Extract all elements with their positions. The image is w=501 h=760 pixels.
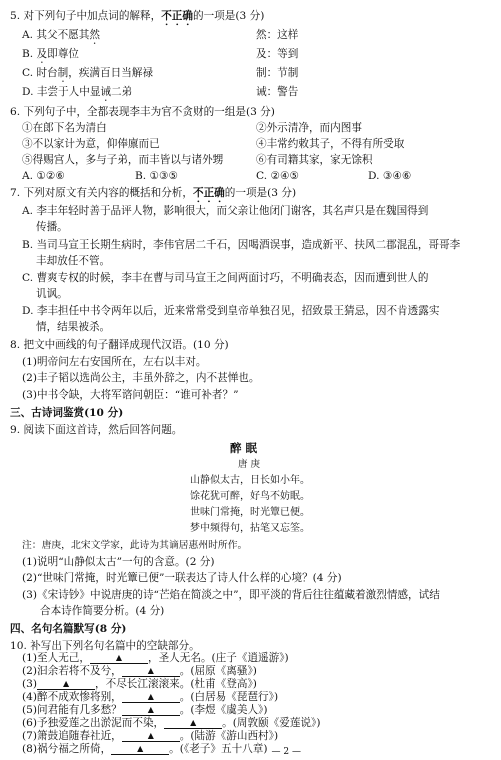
q6-item-1: ①在郎下名为清白 <box>22 122 107 134</box>
answer-blank[interactable] <box>122 730 180 742</box>
poem-line-1: 山静似太古，日长如小年。 <box>190 475 310 486</box>
q7-option-d-line1: D. 李丰担任中书令两年以后，近来常常受到皇帝单独召见，招致景王猜忌，因不肯透露实 <box>22 305 440 317</box>
q6-item-5: ⑤得赐宫人，多与子弟，而丰皆以与诸外甥 <box>22 154 224 166</box>
q6-choice-b: B. ①③⑤ <box>135 170 179 182</box>
q7-title: 7. 下列对原文有关内容的概括和分析，不正确的一项是(3 分) <box>10 187 297 199</box>
poem-note: 注：唐庚，北宋文学家，此诗为其谪居惠州时所作。 <box>22 540 248 551</box>
q10-title: 10. 补写出下列名句名篇中的空缺部分。 <box>10 640 200 652</box>
answer-blank[interactable] <box>90 652 148 664</box>
q7-option-b-line1: B. 当司马宣王长期生病时，李伟官居二千石，因喝酒误事，造成新平、扶风二郡混乱，哥哥李 <box>22 239 461 251</box>
q5-option-c: C. 时台制，疾满百日当解禄 <box>22 67 153 79</box>
q10-item-1: (1)至人无己， ▲ ，圣人无名。(庄子《逍遥游》) <box>22 652 289 664</box>
q8-sentence-1: (1)明帝问左右安国所在，左右以丰对。 <box>22 356 207 368</box>
q9-sub-1: (1)说明“山静似太古”一句的含意。(2 分) <box>22 556 215 568</box>
page-number: — 2 — <box>271 747 301 757</box>
q5-gloss-d: 诫：警告 <box>256 86 299 98</box>
q7-option-d-line2: 情，结果被杀。 <box>36 321 111 333</box>
triangle-marker-icon: ▲ <box>147 692 154 701</box>
poem-line-3: 世味门常掩，时光簟已便。 <box>190 507 310 518</box>
q5-gloss-c: 制：节制 <box>256 67 299 79</box>
q9-sub-3-line1: (3)《宋诗钞》中说唐庚的诗“芒焰在简淡之中”，即平淡的背后往往蕴藏着激烈情感，试结 <box>22 589 440 601</box>
poem-title: 醉 眠 <box>230 441 258 455</box>
section3-heading: 三、古诗词鉴赏(10 分) <box>10 407 124 419</box>
q10-item-8: (8)祸兮福之所倚， ▲ 。(《老子》五十八章) <box>22 743 268 755</box>
q8-title: 8. 把文中画线的句子翻译成现代汉语。(10 分) <box>10 339 229 351</box>
q5-gloss-a: 然：这样 <box>256 29 299 41</box>
poem-author: 唐 庚 <box>238 459 261 470</box>
q10-item-7: (7)箫鼓追随春社近， ▲ 。(陆游《游山西村》) <box>22 730 279 742</box>
q6-item-3: ③不以家计为意，仰俸廪而已 <box>22 138 160 150</box>
q5-option-d: D. 丰尝于人中显诫二弟 <box>22 86 133 98</box>
poem-line-4: 梦中频得句，拈笔又忘筌。 <box>190 523 310 534</box>
answer-blank[interactable] <box>122 704 180 716</box>
q6-choice-c: C. ②④⑤ <box>256 170 299 182</box>
q5-title: 5. 对下列句子中加点词的解释，不正确的一项是(3 分) <box>10 10 265 22</box>
answer-blank[interactable] <box>164 717 222 729</box>
q6-item-2: ②外示清净，而内图事 <box>256 122 362 134</box>
q7-option-c-line2: 讥讽。 <box>36 288 68 300</box>
q6-item-6: ⑥有司籍其家，家无馀积 <box>256 154 373 166</box>
q5-option-b: B. 及即尊位 <box>22 48 79 60</box>
answer-blank[interactable] <box>37 678 95 690</box>
q10-item-4: (4)醉不成欢惨将别， ▲ 。(白居易《琵琶行》) <box>22 691 279 703</box>
q8-sentence-2: (2)丰子韬以选尚公主，丰虽外辞之，内不甚惮也。 <box>22 372 260 384</box>
triangle-marker-icon: ▲ <box>147 666 154 675</box>
answer-blank[interactable] <box>111 743 169 755</box>
triangle-marker-icon: ▲ <box>147 705 154 714</box>
q5-option-a: A. 其父不愿其然 <box>22 29 100 41</box>
section4-heading: 四、名句名篇默写(8 分) <box>10 623 127 635</box>
q5-gloss-b: 及：等到 <box>256 48 299 60</box>
triangle-marker-icon: ▲ <box>137 744 144 753</box>
poem-line-2: 馀花犹可醉，好鸟不妨眠。 <box>190 491 310 502</box>
q7-option-a-line2: 传播。 <box>36 221 68 233</box>
q6-choice-a: A. ①②⑥ <box>22 170 65 182</box>
triangle-marker-icon: ▲ <box>147 731 154 740</box>
q7-option-c-line1: C. 曹爽专权的时候，李丰在曹与司马宣王之间两面讨巧，不明确表态，因而遭到世人的 <box>22 272 429 284</box>
q6-choice-d: D. ③④⑥ <box>368 170 412 182</box>
q8-sentence-3: (3)中书令缺，大将军谘问朝臣：“谁可补者？” <box>22 389 239 401</box>
q9-sub-3-line2: 合本诗作简要分析。(4 分) <box>40 605 165 617</box>
answer-blank[interactable] <box>122 691 180 703</box>
q6-title: 6. 下列句子中，全都表现李丰为官不贪财的一组是(3 分) <box>10 106 275 118</box>
q7-option-a-line1: A. 李丰年轻时善于品评人物，影响很大，而父亲让他闭门谢客，其名声只是在魏国得到 <box>22 205 429 217</box>
q10-item-2: (2)汩余若将不及兮， ▲ 。(屈原《离骚》) <box>22 665 257 677</box>
q9-sub-2: (2)“世味门常掩，时光簟已便”一联表达了诗人什么样的心境？(4 分) <box>22 572 342 584</box>
q6-item-4: ④丰常约敕其子，不得有所受取 <box>256 138 405 150</box>
triangle-marker-icon: ▲ <box>190 718 197 727</box>
answer-blank[interactable] <box>122 665 180 677</box>
triangle-marker-icon: ▲ <box>115 653 123 662</box>
q7-option-b-line2: 丰却放任不管。 <box>36 255 111 267</box>
triangle-marker-icon: ▲ <box>62 679 70 688</box>
q10-item-5: (5)问君能有几多愁？ ▲ 。(李煜《虞美人》) <box>22 704 268 716</box>
q9-title: 9. 阅读下面这首诗，然后回答问题。 <box>10 424 183 436</box>
q10-item-6: (6)予独爱莲之出淤泥而不染， ▲ 。(周敦颐《爱莲说》) <box>22 717 321 729</box>
q10-item-3: (3) ▲ ，不尽长江滚滚来。(杜甫《登高》) <box>22 678 257 690</box>
